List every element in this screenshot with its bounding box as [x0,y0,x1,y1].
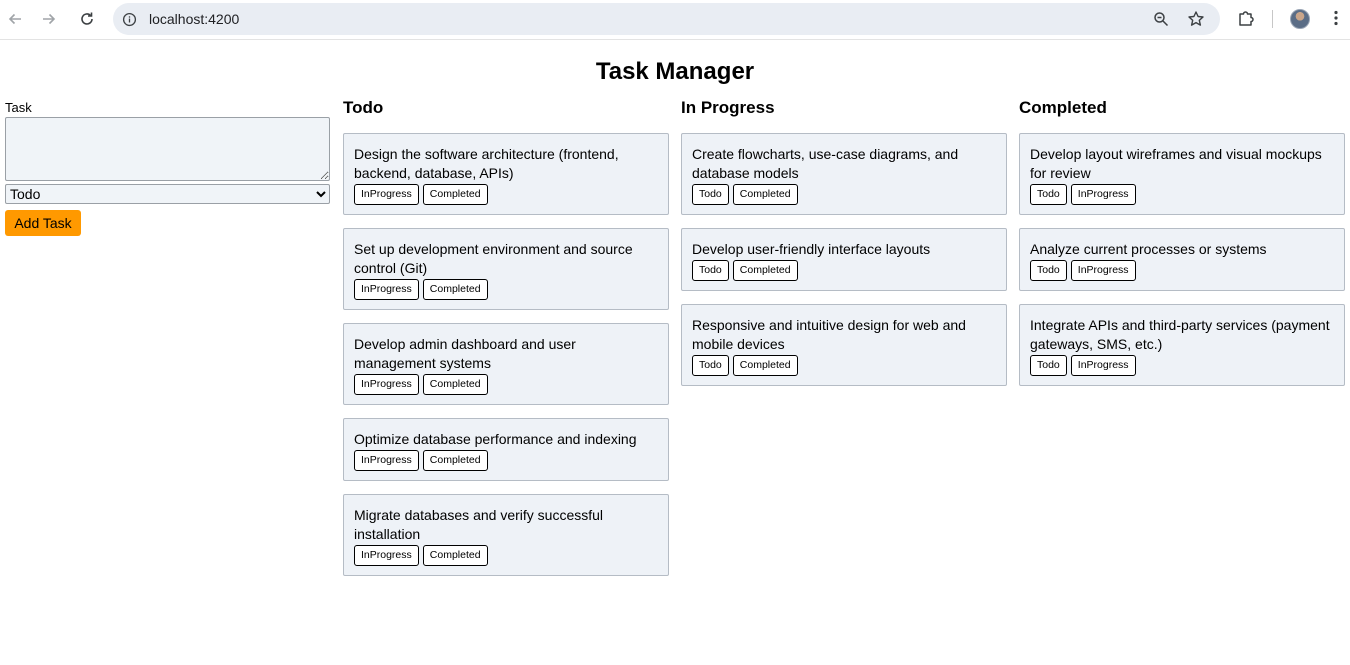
task-actions [692,184,996,205]
site-info-icon[interactable] [121,11,137,27]
task-text: Set up development environment and source control (Git) [354,241,633,276]
profile-avatar[interactable] [1290,9,1310,29]
task-actions [354,545,658,566]
move-to-completed-button[interactable]: Completed [423,374,488,395]
task-text: Create flowcharts, use-case diagrams, and database models [692,146,959,181]
task-list [1019,133,1345,386]
move-to-completed-button[interactable]: Completed [733,260,798,281]
column-in-progress [681,96,1007,399]
task-list [343,133,669,576]
task-actions [354,184,658,205]
task-card [343,228,669,310]
move-to-inprogress-button[interactable]: InProgress [354,279,419,300]
extensions-icon[interactable] [1237,9,1255,27]
move-to-inprogress-button[interactable]: InProgress [1071,260,1136,281]
move-to-completed-button[interactable]: Completed [423,450,488,471]
add-task-button[interactable]: Add Task [5,210,81,236]
move-to-todo-button[interactable]: Todo [1030,355,1067,376]
move-to-completed-button[interactable]: Completed [423,545,488,566]
move-to-todo-button[interactable]: Todo [692,184,729,205]
move-to-inprogress-button[interactable]: InProgress [354,184,419,205]
move-to-todo-button[interactable]: Todo [1030,260,1067,281]
column-todo [343,96,669,589]
task-text: Migrate databases and verify successful installation [354,507,604,542]
task-actions [692,260,996,281]
task-label: Task [5,100,32,115]
column-title: In Progress [681,98,775,117]
toolbar-divider [1272,10,1273,28]
move-to-completed-button[interactable]: Completed [733,184,798,205]
task-actions [354,279,658,300]
column-title: Todo [343,98,384,117]
task-text: Develop admin dashboard and user management systems [354,336,576,371]
zoom-icon[interactable] [1153,11,1169,27]
task-card [343,418,669,481]
move-to-todo-button[interactable]: Todo [1030,184,1067,205]
task-text: Develop user-friendly interface layouts [692,241,931,257]
task-actions [354,450,658,471]
task-card [343,133,669,215]
move-to-todo-button[interactable]: Todo [692,355,729,376]
move-to-todo-button[interactable]: Todo [692,260,729,281]
menu-kebab-icon[interactable] [1327,9,1345,27]
move-to-inprogress-button[interactable]: InProgress [1071,355,1136,376]
task-card [343,323,669,405]
task-card [1019,133,1345,215]
bookmark-star-icon[interactable] [1187,10,1205,28]
move-to-completed-button[interactable]: Completed [423,184,488,205]
task-text: Design the software architecture (frontend, backend, database, APIs) [354,146,619,181]
move-to-inprogress-button[interactable]: InProgress [354,374,419,395]
column-title: Completed [1019,98,1107,117]
task-actions [692,355,996,376]
move-to-inprogress-button[interactable]: InProgress [1071,184,1136,205]
task-actions [1030,184,1334,205]
task-card [681,228,1007,291]
task-actions [1030,355,1334,376]
browser-toolbar [0,0,1350,40]
move-to-inprogress-button[interactable]: InProgress [354,545,419,566]
task-card [681,133,1007,215]
move-to-completed-button[interactable]: Completed [733,355,798,376]
task-input[interactable] [5,117,330,181]
url-text[interactable]: localhost:4200 [149,11,240,27]
task-card [1019,228,1345,291]
forward-icon[interactable] [38,8,60,30]
back-icon[interactable] [4,8,26,30]
task-actions [354,374,658,395]
page-title: Task Manager [595,58,755,85]
task-card [681,304,1007,386]
task-form [5,100,330,236]
task-text: Optimize database performance and indexing [354,431,637,447]
task-text: Develop layout wireframes and visual mockups for review [1030,146,1322,181]
status-select[interactable] [5,184,330,204]
task-card [343,494,669,576]
address-bar[interactable] [113,3,1220,35]
task-list [681,133,1007,386]
task-text: Integrate APIs and third-party services (payment gateways, SMS, etc.) [1030,317,1330,352]
task-text: Analyze current processes or systems [1030,241,1267,257]
move-to-completed-button[interactable]: Completed [423,279,488,300]
reload-icon[interactable] [76,8,98,30]
task-card [1019,304,1345,386]
column-completed [1019,96,1345,399]
task-text: Responsive and intuitive design for web and mobile devices [692,317,966,352]
move-to-inprogress-button[interactable]: InProgress [354,450,419,471]
task-actions [1030,260,1334,281]
